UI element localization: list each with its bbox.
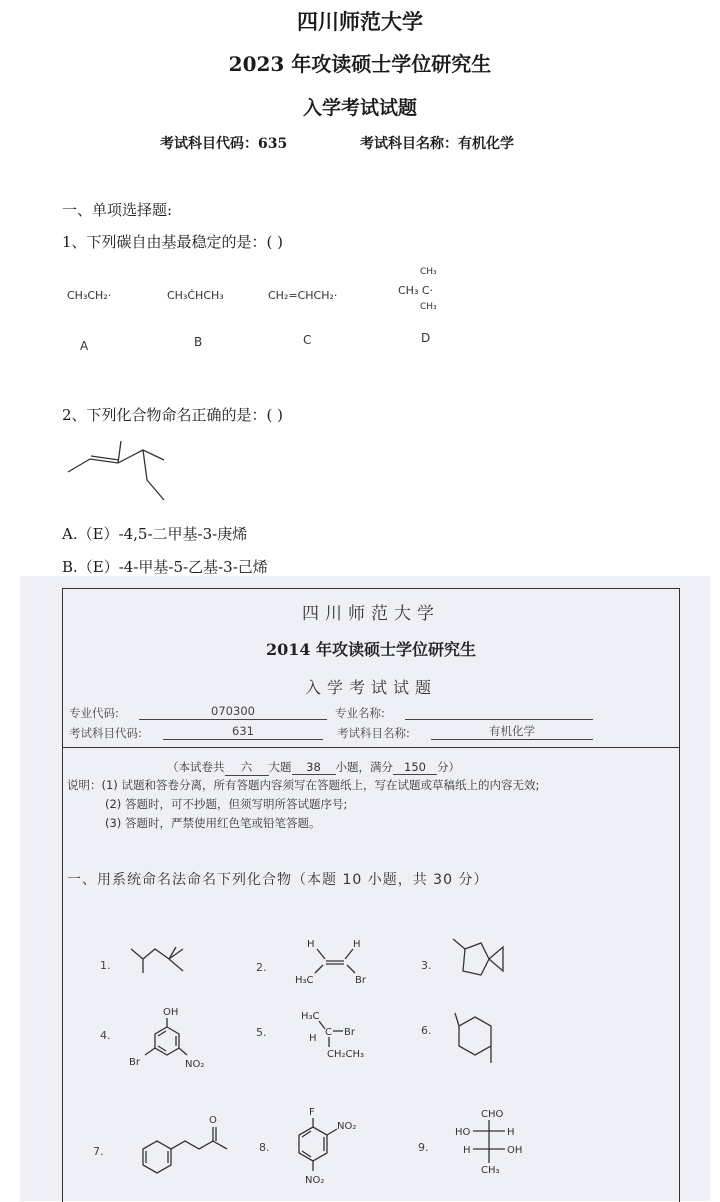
- q1-option-d-label: D: [421, 331, 431, 345]
- q1-option-d-formula-top: CH₃: [420, 267, 437, 277]
- s8-no2-bottom: NO₂: [305, 1175, 325, 1186]
- q1-option-a-label: A: [80, 339, 89, 353]
- s4-br: Br: [129, 1057, 140, 1068]
- top-subject-code: 考试科目代码：635: [160, 136, 288, 152]
- major-code-label: 专业代码:: [69, 706, 119, 720]
- top-section-1: 一、单项选择题:: [62, 201, 173, 219]
- s2-br: Br: [355, 975, 366, 986]
- q2-option-b: B.（E）-4-甲基-5-乙基-3-己烯: [62, 558, 268, 576]
- item-8-number: 8.: [259, 1141, 270, 1154]
- s9-h-top: H: [507, 1127, 515, 1138]
- structure-1: [129, 943, 199, 993]
- s2-h3c: H₃C: [295, 975, 314, 986]
- svg-text:O: O: [209, 1115, 217, 1126]
- item-4-number: 4.: [100, 1029, 111, 1042]
- major-name-label: 专业名称:: [335, 706, 385, 720]
- s9-ho: HO: [455, 1127, 471, 1138]
- q1-option-c-label: C: [303, 333, 312, 347]
- s5-h3c: H₃C: [301, 1011, 320, 1022]
- q1-option-b-formula: CH₃ĊHCH₃: [167, 289, 224, 302]
- bottom-section-1: 一、用系统命名法命名下列化合物（本题 10 小题，共 30 分）: [67, 872, 489, 888]
- exam-sheet-frame: [62, 588, 680, 1202]
- q2-option-a: A.（E）-4,5-二甲基-3-庚烯: [62, 525, 248, 543]
- note-2: (2) 答题时，可不抄题，但须写明所答试题序号;: [105, 797, 348, 811]
- structure-9: [451, 1107, 531, 1197]
- q1-option-d-formula-bot: CH₃: [420, 302, 437, 312]
- header-divider: [63, 747, 679, 748]
- question-2: 2、下列化合物命名正确的是：( ): [62, 406, 284, 424]
- q1-option-c-formula: CH₂=CHCH₂·: [268, 289, 338, 302]
- svg-text:C: C: [325, 1027, 332, 1038]
- s4-oh: OH: [163, 1007, 179, 1018]
- question-1: 1、下列碳自由基最稳定的是：( ): [62, 233, 284, 251]
- s5-h: H: [309, 1033, 317, 1044]
- s5-br: Br: [344, 1027, 355, 1038]
- s2-h-right: H: [353, 939, 361, 950]
- structure-5: [293, 1007, 393, 1067]
- item-6-number: 6.: [421, 1024, 432, 1037]
- item-5-number: 5.: [256, 1026, 267, 1039]
- subject-name-value: 有机化学: [431, 725, 593, 740]
- bottom-exam-title: 入学考试试题: [304, 678, 437, 697]
- structure-2: [293, 935, 383, 993]
- major-name-value: [405, 705, 593, 720]
- item-2-number: 2.: [256, 961, 267, 974]
- subject-name-label: 考试科目名称:: [337, 726, 410, 740]
- major-code-value: 070300: [139, 705, 327, 720]
- s9-ch3: CH₃: [481, 1165, 500, 1176]
- top-exam-page: [0, 0, 720, 578]
- bottom-exam-scan: [20, 576, 710, 1201]
- item-1-number: 1.: [100, 959, 111, 972]
- bottom-university-title: 四川师范大学: [302, 604, 440, 624]
- s5-ch2ch3: CH₂CH₃: [327, 1049, 365, 1060]
- top-exam-title: 入学考试试题: [302, 97, 417, 119]
- structure-7: [127, 1109, 237, 1189]
- structure-3: [451, 935, 521, 985]
- s8-no2-top: NO₂: [337, 1121, 357, 1132]
- item-9-number: 9.: [418, 1141, 429, 1154]
- exam-summary: （本试卷共 六 大题 38 小题，满分 150 分）: [167, 760, 460, 774]
- s9-oh: OH: [507, 1145, 523, 1156]
- s2-h-left: H: [307, 939, 315, 950]
- subject-code-label: 考试科目代码:: [69, 726, 142, 740]
- q2-structure: [60, 438, 180, 513]
- q1-option-a-formula: CH₃CH₂·: [67, 289, 112, 302]
- bottom-year-title: 2014 年攻读硕士学位研究生: [265, 640, 477, 659]
- s9-h-bottom: H: [463, 1145, 471, 1156]
- s4-no2: NO₂: [185, 1059, 205, 1070]
- top-year-title: 2023 年攻读硕士学位研究生: [228, 52, 492, 76]
- note-1: 说明：(1) 试题和答卷分离，所有答题内容须写在答题纸上，写在试题或草稿纸上的内容无效;: [67, 778, 540, 792]
- structure-8: [291, 1105, 381, 1195]
- top-subject-name: 考试科目名称：有机化学: [360, 136, 514, 152]
- top-university-title: 四川师范大学: [297, 9, 423, 34]
- subject-code-value: 631: [163, 725, 323, 740]
- note-3: (3) 答题时，严禁使用红色笔或铅笔答题。: [105, 816, 321, 830]
- item-3-number: 3.: [421, 959, 432, 972]
- s9-cho: CHO: [481, 1109, 504, 1120]
- s8-f: F: [309, 1107, 315, 1118]
- structure-6: [447, 1005, 507, 1075]
- q1-option-b-label: B: [194, 335, 203, 349]
- q1-option-d-formula-mid: CH₃ C·: [398, 284, 434, 297]
- item-7-number: 7.: [93, 1145, 104, 1158]
- structure-4: [123, 1005, 213, 1071]
